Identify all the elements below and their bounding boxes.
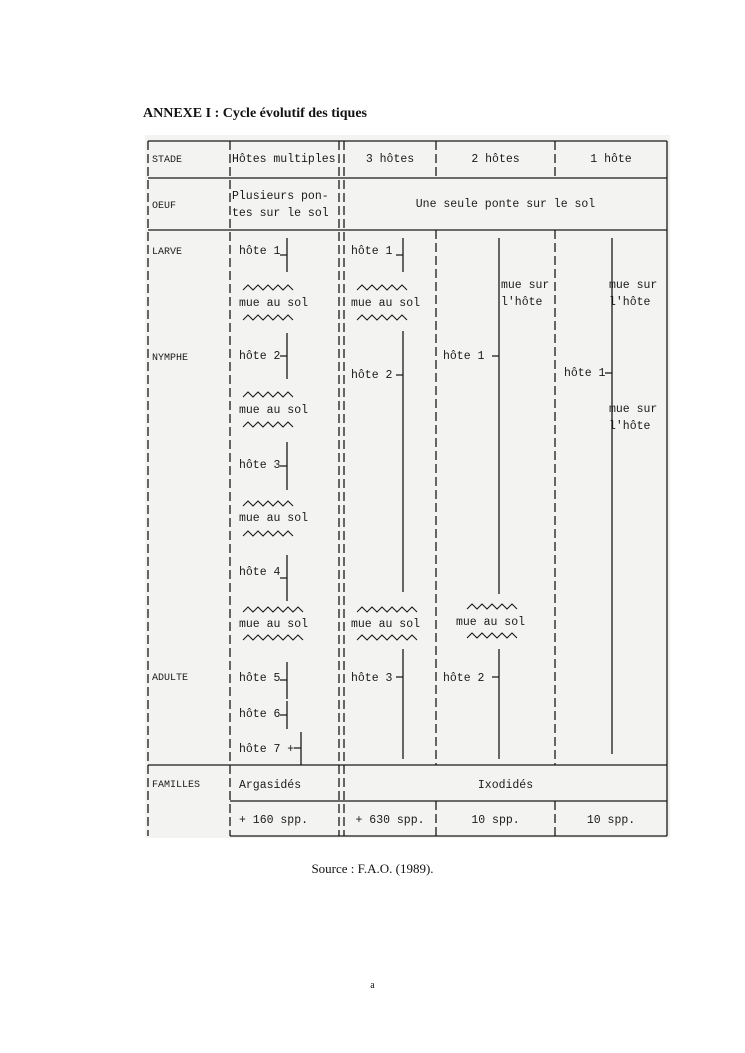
- multi-host-5: hôte 5: [239, 672, 281, 685]
- row-label-nymphe: NYMPHE: [152, 353, 189, 364]
- one-mue-b-line2: l'hôte: [609, 420, 651, 433]
- header-stade: STADE: [152, 155, 183, 166]
- two-mue-sol: mue au sol: [456, 616, 526, 629]
- row-label-oeuf: OEUF: [152, 201, 177, 212]
- header-multi: Hôtes multiples: [232, 153, 336, 166]
- one-mue-a-line2: l'hôte: [609, 296, 651, 309]
- row-label-larve: LARVE: [152, 247, 183, 258]
- header-two: 2 hôtes: [471, 153, 520, 166]
- multi-host-1: hôte 1: [239, 245, 281, 258]
- multi-host-3: hôte 3: [239, 459, 281, 472]
- source-citation: Source : F.A.O. (1989).: [311, 861, 434, 876]
- oeuf-multi-line2: tes sur le sol: [232, 207, 329, 220]
- multi-host-2: hôte 2: [239, 350, 281, 363]
- oeuf-multi-line1: Plusieurs pon-: [232, 190, 329, 203]
- header-one: 1 hôte: [590, 153, 632, 166]
- count-one: 10 spp.: [586, 814, 636, 827]
- multi-mue-2: mue au sol: [239, 404, 309, 417]
- count-multi: + 160 spp.: [239, 814, 309, 827]
- page-title: ANNEXE I : Cycle évolutif des tiques: [143, 106, 367, 121]
- row-label-adulte: ADULTE: [152, 673, 189, 684]
- multi-mue-3: mue au sol: [239, 512, 309, 525]
- two-host-2: hôte 2: [443, 672, 485, 685]
- three-host-2: hôte 2: [351, 369, 393, 382]
- lifecycle-table: [145, 135, 670, 838]
- row-label-familles: FAMILLES: [152, 780, 201, 791]
- one-mue-b-line1: mue sur: [609, 403, 658, 416]
- three-mue-1: mue au sol: [351, 297, 421, 310]
- one-host-1: hôte 1: [564, 367, 606, 380]
- table-grid-lines: [145, 135, 670, 838]
- three-mue-2: mue au sol: [351, 618, 421, 631]
- famille-ixodides: Ixodidés: [477, 779, 534, 792]
- multi-host-7: hôte 7 +: [239, 743, 295, 756]
- multi-host-4: hôte 4: [239, 566, 281, 579]
- multi-host-6: hôte 6: [239, 708, 281, 721]
- two-mue-hote-line2: l'hôte: [501, 296, 543, 309]
- count-two: 10 spp.: [471, 814, 520, 827]
- three-host-1: hôte 1: [351, 245, 393, 258]
- one-mue-a-line1: mue sur: [609, 279, 658, 292]
- multi-mue-1: mue au sol: [239, 297, 309, 310]
- two-mue-hote-line1: mue sur: [501, 279, 550, 292]
- count-three: + 630 spp.: [355, 814, 425, 827]
- three-host-3: hôte 3: [351, 672, 393, 685]
- famille-argasides: Argasidés: [239, 779, 302, 792]
- header-three: 3 hôtes: [365, 153, 415, 166]
- oeuf-single-ponte: Une seule ponte sur le sol: [415, 198, 596, 211]
- multi-mue-4: mue au sol: [239, 618, 309, 631]
- page-number: a: [370, 980, 375, 991]
- two-host-1: hôte 1: [443, 350, 485, 363]
